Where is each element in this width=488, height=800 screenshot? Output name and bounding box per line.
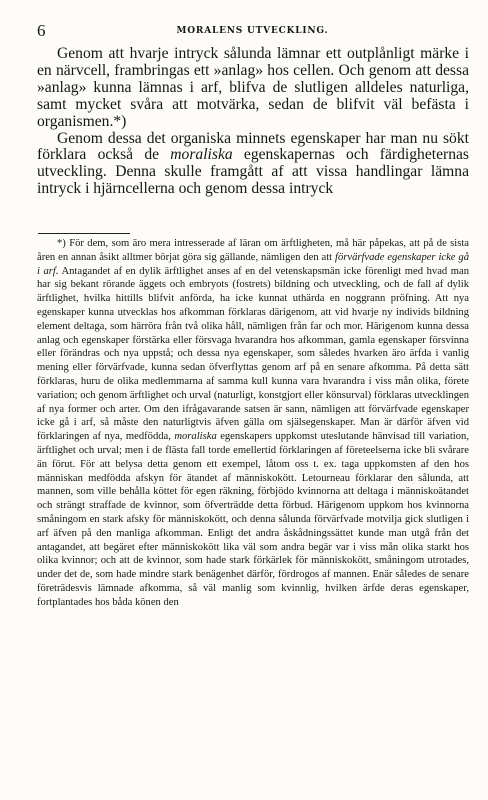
page-header — [37, 22, 468, 40]
emphasis: förvärfvade egenskaper icke gå i arf. — [37, 251, 469, 277]
main-text — [37, 46, 469, 198]
paragraph: Genom dessa det organiska minnets egenskaper har man nu sökt förklara också de moraliska egenskapernas och färdigheternas utveckling. Denna skulle framgått af att vissa handlingar lämna intryck i hjärncellerna och genom dessa intryck — [37, 129, 469, 198]
paragraph: Genom att hvarje intryck sålunda lämnar ett outplånligt märke i en närvcell, frambringas ett »anlag» hos cellen. Och genom att dessa »anlag» kunna lämnas i arf, blifva de slutligen alldeles naturliga, samt mycket svåra att motvärka, sedan de blifvit väl befästa i organismen.*) — [37, 45, 469, 130]
footnote-rule — [38, 233, 130, 234]
footnote — [37, 237, 469, 610]
emphasis: moraliska — [174, 431, 217, 443]
emphasis: moraliska — [170, 146, 233, 164]
page-number: 6 — [37, 21, 46, 40]
running-title: MORALENS UTVECKLING. — [176, 26, 329, 36]
footnote-paragraph: *) För dem, som äro mera intresserade af läran om ärftligheten, må här påpekas, att på de sista åren en annan åsikt alltmer börjat göra sig gällande, nämligen den att förvärfvade egenskaper icke gå i arf. Antagandet af en dylik ärftlighet anses af en del vetenskapsmän icke förenligt med hvad man har sig bekant rörande äggets och embryots (fostrets) bildning och utveckling, och de fall af dylik ärftlighet, hvilka hittills blifvit anförda, ha icke kunnat uthärda en noggrann pröfning. Att nya egenskaper kunna utvecklas hos afkomman förklaras därigenom, att vid hvarje ny individs bildning element deltaga, som härröra från två olika håll, nämligen från far och mor. Härigenom kunna dessa anlag och egenskaper förstärka eller försvaga hvarandra hos afkomman, gamla egenskaper försvinna eller förändras och nya uppstå; och dessa nya egenskaper, som således hvarken äro ärfda i vanlig mening eller förvärfvade, kunna sedan öfverflyttas genom arf på en senare afkomma. På detta sätt förklaras, huru de olika medlemmarna af samma kull kunna vara hvarandra i viss mån olika, förete variation; och genom ärftlighet och urval (naturligt, konstgjort eller könsurval) förklaras utvecklingen af nya former och arter. Om den ifrågavarande satsen är sann, nämligen att förvärfvade egenskaper icke gå i arf, så måste den naturligtvis äfven gälla om själsegenskaper. Man är därför äfven vid förklaringen af nya, medfödda, moraliska egenskapers uppkomst uteslutande hänvisad till variation, ärftlighet och urval; men i de flästa fall torde emellertid förklaringen af företeelserna icke bli svårare än förut. För att belysa detta genom ett exempel, låtom oss t. ex. taga uppkomsten af den hos människan medfödda afskyn för ätandet af människokött. Letourneau förklarar den sålunda, att mannen, som ville behålla köttet för egen räkning, förbjödo kvinnorna att deltaga i människoätandet och strängt straffade de kvinnor, som öfverträdde detta förbud. Härigenom uppkom hos kvinnorna småningom en stark afsky för människokött, och denna sålunda förvärfvade motvilja gick slutligen i arf äfven på den manliga afkomman. Enligt det andra åskådningssättet kunde man utgå från det antagandet, att begäret efter människokött lika väl som andra begär var i viss mån olika starkt hos olika kvinnor; och att de kvinnor, som hade stark förkärlek för människokött, småningom utrotades, under det de, som hade mindre stark benägenhet därför, fördrogos af mannen. Enär således de senare företrädesvis lämnade afkomma, så väl manlig som kvinnlig, hvilken ärfde deras egenskaper, fortplantades hos båda könen den — [37, 238, 469, 608]
